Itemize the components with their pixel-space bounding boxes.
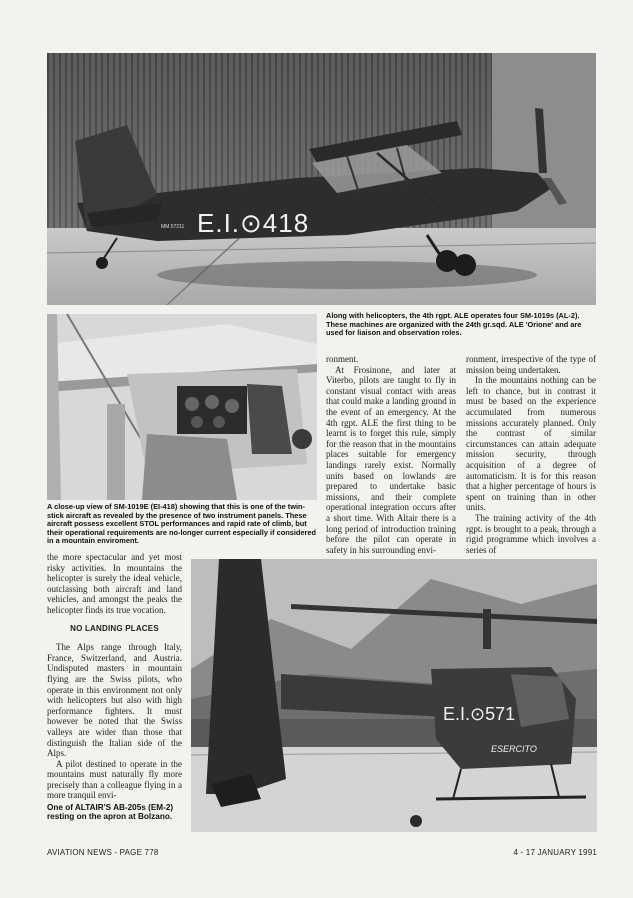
text-column-left [47,552,182,801]
cockpit-photo-graphic [47,314,317,500]
helicopter-service-label: ESERCITO [491,744,537,754]
aircraft-marking: E.I.⊙418 [197,208,310,238]
photo-ab205-helicopter [191,559,597,832]
paragraph: The training activity of the 4th rgpt. is brought to a peak, through a rigid programme which involves a series of [466,512,596,555]
footer-page-label: AVIATION NEWS - PAGE 778 [47,848,159,857]
serial-text: MM.57211 [161,224,185,230]
caption-helicopter-photo: One of ALTAIR'S AB-205s (EM-2) resting on the apron at Bolzano. [47,803,174,822]
caption-top-photo: Along with helicopters, the 4th rgpt. ALE operates four SM-1019s (AL-2). These machines are organized with the 24th gr.sqd. ALE 'Orione' and are used for liaison and observation roles. [326,311,582,338]
photo-sm1019-aircraft [47,53,596,305]
helicopter-photo-graphic [191,559,597,832]
paragraph: ronment. [326,354,359,364]
footer-date: 4 - 17 JANUARY 1991 [513,848,597,857]
caption-cockpit-photo: A close-up view of SM-1019E (EI-418) showing that this is one of the twin-stick aircraft as revealed by the presence of two instrument panels. These aircraft possess excellent STOL performances and rapid rate of climb, but their operational requirements are no-longer current especially if considered in a mountain enviroment. [47,502,317,546]
section-heading: NO LANDING PLACES [70,623,159,633]
helicopter-marking: E.I.⊙571 [443,704,516,724]
photo-cockpit-closeup [47,314,317,500]
paragraph: At Frosinone, and later at Viterbo, pilots are taught to fly in constant visual contact with areas that could make a landing ground in the event of an emergency. At the 4th rgpt. ALE the first thing to be learnt is to forget this rule, simply for the reason that in the mountains places suitable for emergency landings rarely exist. Normally units based on lowlands are prepared to undertake basic missions, and their complete operational integration occurs after a short time. With Altair there is a long period of introduction training before the pilot can operate in safety in his surrounding envi- [326,364,456,555]
aircraft-photo-graphic [47,53,596,305]
paragraph: the more spectacular and yet most risky activities. In mountains the helicopter is surely the ideal vehicle, outclassing both aircraft and land vehicles, and amongst the peaks the helicopter finds its true vocation. [47,552,182,615]
paragraph: A pilot destined to operate in the mountains must naturally fly more precisely than a colleague flying in a more tranquil envi- [47,758,182,801]
paragraph: ronment, irrespective of the type of mission being undertaken. [466,354,596,375]
paragraph: In the mountains nothing can be left to chance, but in contrast it must be based on the experience accumulated from numerous missions accurately planned. Only the contrast of similar circumstances can attain adequate mission security, through acquisition of a degree of automaticism. It is for this reason that a higher percentage of hours is spent on training than in other units. [466,375,596,513]
paragraph: The Alps range through Italy, France, Switzerland, and Austria. Undisputed masters in mountain flying are the Swiss pilots, who operate in this environment not only with helicopters but also with high performance fighters. It must however be noted that the Swiss valleys are wider than those that distinguish the Italian side of the Alps. [47,642,182,759]
text-column-middle-2 [466,354,596,555]
text-column-middle-1 [326,354,456,555]
